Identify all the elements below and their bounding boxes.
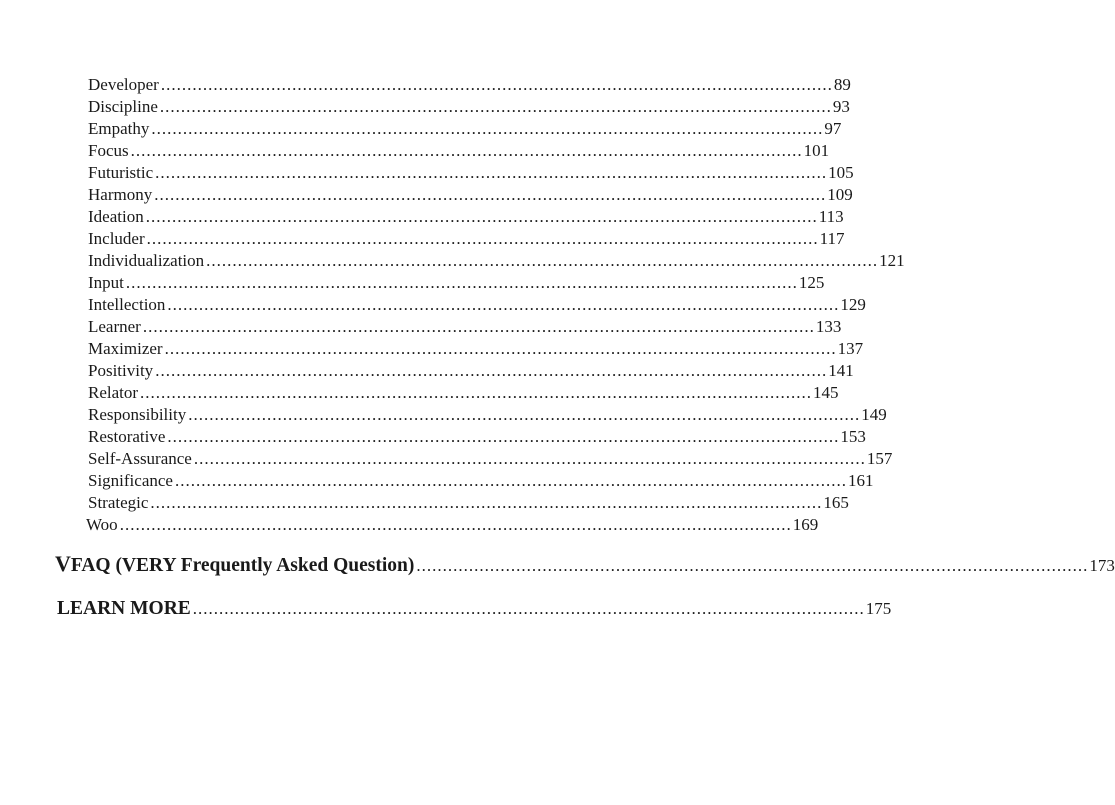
dot-leader: ................................................................................................................................ xyxy=(206,251,879,270)
dot-leader: ................................................................................................................................ xyxy=(193,449,866,468)
dot-leader: ................................................................................................................................ xyxy=(164,339,837,358)
dot-leader: ................................................................................................................................ xyxy=(155,361,828,380)
toc-page-number: 113 xyxy=(818,207,844,226)
toc-page-number: 105 xyxy=(828,163,854,182)
toc-page-number: 89 xyxy=(833,75,851,94)
dot-leader: ................................................................................................................................ xyxy=(174,471,847,490)
toc-page-number: 157 xyxy=(866,449,893,468)
dot-leader: ................................................................................................................................ xyxy=(125,273,798,292)
toc-page-number: 169 xyxy=(792,515,819,534)
toc-page-number: 153 xyxy=(840,427,866,446)
dot-leader: ................................................................................................................................ xyxy=(160,75,833,94)
toc-page-number: 145 xyxy=(813,383,839,402)
toc-page-number: 133 xyxy=(815,317,842,336)
toc-page-number: 117 xyxy=(819,229,845,248)
toc-entry-maximizer[interactable] xyxy=(88,338,864,360)
dot-leader: ................................................................................................................................ xyxy=(188,405,861,424)
toc-entry-learner[interactable] xyxy=(88,316,842,338)
toc-entry-intellection[interactable] xyxy=(88,294,866,316)
toc-entry-label: Developer xyxy=(88,75,159,94)
dot-leader: ................................................................................................................................ xyxy=(192,599,865,618)
toc-entry-relator[interactable] xyxy=(88,382,839,404)
toc-entry-futuristic[interactable] xyxy=(88,162,854,184)
toc-entry-empathy[interactable] xyxy=(88,118,842,140)
toc-entry-label: Strategic xyxy=(88,493,149,512)
toc-page-number: 161 xyxy=(847,471,874,490)
toc-entry-label: Responsibility xyxy=(88,405,187,424)
toc-entry-restorative[interactable] xyxy=(88,426,866,448)
toc-entry-label: Empathy xyxy=(88,119,150,138)
toc-page-number: 173 xyxy=(1089,556,1115,575)
toc-entry-focus[interactable] xyxy=(88,140,830,162)
toc-entry-positivity[interactable] xyxy=(88,360,854,382)
toc-page-number: 149 xyxy=(861,405,887,424)
toc-page-number: 175 xyxy=(865,599,892,618)
toc-entry-harmony[interactable] xyxy=(88,184,853,206)
toc-entry-label: Ideation xyxy=(88,207,144,226)
toc-section-label: LEARN MORE xyxy=(57,598,191,619)
toc-entry-label: Relator xyxy=(88,383,139,402)
toc-section-label-rest: FAQ (VERY Frequently Asked Question) xyxy=(70,555,415,576)
dot-leader: ................................................................................................................................ xyxy=(151,119,824,138)
toc-page-number: 109 xyxy=(827,185,853,204)
dot-leader: ................................................................................................................................ xyxy=(119,515,792,534)
toc-page-number: 97 xyxy=(824,119,842,138)
toc-page-number: 93 xyxy=(832,97,850,116)
toc-page-number: 125 xyxy=(798,273,825,292)
drop-cap: V xyxy=(55,551,71,576)
dot-leader: ................................................................................................................................ xyxy=(145,207,818,226)
toc-entry-label: Discipline xyxy=(88,97,158,116)
toc-section-label xyxy=(55,551,414,579)
dot-leader: ................................................................................................................................ xyxy=(159,97,832,116)
toc-entry-input[interactable] xyxy=(88,272,825,294)
toc-entry-label: Individualization xyxy=(88,251,205,270)
dot-leader: ................................................................................................................................ xyxy=(142,317,815,336)
toc-entry-vfaq[interactable] xyxy=(55,551,1115,577)
toc-page-number: 137 xyxy=(837,339,864,358)
toc-entry-label: Woo xyxy=(86,515,118,534)
toc-entry-label: Includer xyxy=(88,229,145,248)
toc-page-number: 129 xyxy=(840,295,866,314)
toc-page-number: 165 xyxy=(823,493,849,512)
toc-entry-woo[interactable] xyxy=(86,514,819,536)
dot-leader: ................................................................................................................................ xyxy=(416,556,1089,575)
toc-entry-includer[interactable] xyxy=(88,228,845,250)
toc-entry-learn-more[interactable] xyxy=(57,596,892,622)
toc-entry-label: Learner xyxy=(88,317,141,336)
toc-entry-label: Futuristic xyxy=(88,163,154,182)
toc-entry-label: Focus xyxy=(88,141,129,160)
toc-entry-discipline[interactable] xyxy=(88,96,850,118)
toc-entry-label: Restorative xyxy=(88,427,166,446)
toc-entry-label: Self-Assurance xyxy=(88,449,192,468)
toc-entry-developer[interactable] xyxy=(88,74,851,96)
toc-entry-ideation[interactable] xyxy=(88,206,844,228)
dot-leader: ................................................................................................................................ xyxy=(155,163,828,182)
toc-entry-label: Intellection xyxy=(88,295,166,314)
toc-entry-responsibility[interactable] xyxy=(88,404,887,426)
toc-page-number: 121 xyxy=(879,251,905,270)
toc-entry-label: Significance xyxy=(88,471,173,490)
toc-entry-label: Positivity xyxy=(88,361,154,380)
toc-page-number: 141 xyxy=(828,361,854,380)
toc-entry-significance[interactable] xyxy=(88,470,874,492)
toc-entry-strategic[interactable] xyxy=(88,492,849,514)
toc-entry-label: Input xyxy=(88,273,124,292)
dot-leader: ................................................................................................................................ xyxy=(130,141,803,160)
toc-entry-label: Maximizer xyxy=(88,339,163,358)
dot-leader: ................................................................................................................................ xyxy=(146,229,819,248)
dot-leader: ................................................................................................................................ xyxy=(150,493,823,512)
dot-leader: ................................................................................................................................ xyxy=(167,295,840,314)
toc-entry-individualization[interactable] xyxy=(88,250,905,272)
toc-entry-label: Harmony xyxy=(88,185,153,204)
toc-entry-self-assurance[interactable] xyxy=(88,448,893,470)
dot-leader: ................................................................................................................................ xyxy=(154,185,827,204)
dot-leader: ................................................................................................................................ xyxy=(167,427,840,446)
dot-leader: ................................................................................................................................ xyxy=(140,383,813,402)
toc-page-number: 101 xyxy=(803,141,830,160)
